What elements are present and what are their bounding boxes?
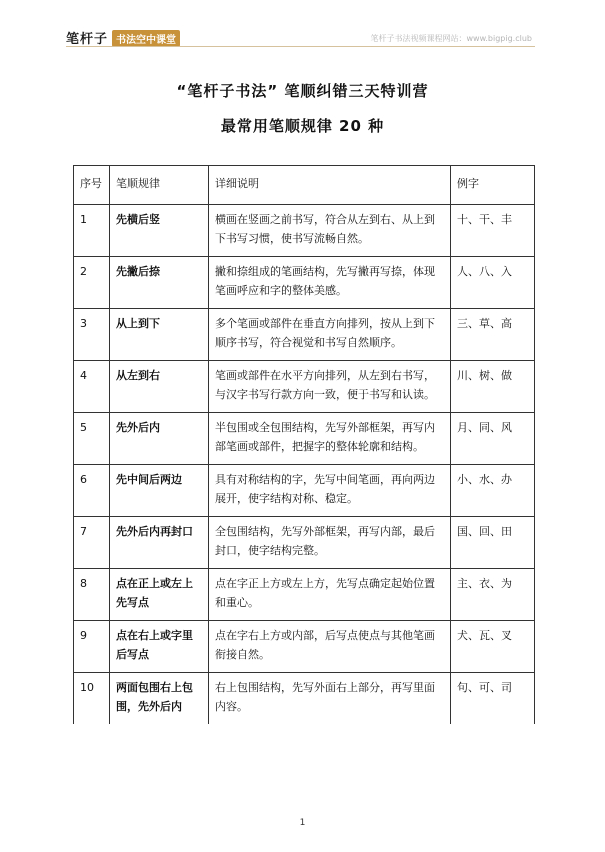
- row-number: 7: [74, 517, 110, 569]
- rule-examples: 十、干、丰: [451, 205, 535, 257]
- page-number: 1: [299, 818, 306, 828]
- rule-name: 先横后竖: [110, 205, 209, 257]
- table-row: [74, 361, 535, 413]
- rule-examples: 国、回、田: [451, 517, 535, 569]
- rule-description: 横画在竖画之前书写，符合从左到右、从上到下书写习惯，使书写流畅自然。: [209, 205, 451, 257]
- rule-examples: 月、同、风: [451, 413, 535, 465]
- table-row: [74, 465, 535, 517]
- row-number: 2: [74, 257, 110, 309]
- table-row: [74, 309, 535, 361]
- rule-description: 点在字正上方或左上方，先写点确定起始位置和重心。: [209, 569, 451, 621]
- column-header-rule: 笔顺规律: [110, 166, 209, 205]
- column-header-description: 详细说明: [209, 166, 451, 205]
- rule-examples: 小、水、办: [451, 465, 535, 517]
- site-text: 笔杆子书法视频课程网站：www.bigpig.club: [370, 34, 532, 43]
- table-row: [74, 413, 535, 465]
- document-title: “笔杆子书法” 笔顺纠错三天特训营: [176, 82, 429, 100]
- rule-name: 点在右上或字里后写点: [110, 621, 209, 673]
- column-header-number: 序号: [74, 166, 110, 205]
- rule-examples: 三、草、高: [451, 309, 535, 361]
- table-row: [74, 569, 535, 621]
- rule-description: 半包围或全包围结构，先写外部框架，再写内部笔画或部件，把握字的整体轮廓和结构。: [209, 413, 451, 465]
- column-header-examples: 例字: [451, 166, 535, 205]
- logo-text: 笔杆子: [66, 32, 109, 47]
- brand-logo: [66, 28, 180, 47]
- table-row: [74, 257, 535, 309]
- row-number: 10: [74, 673, 110, 725]
- table-row: [74, 673, 535, 725]
- rule-description: 具有对称结构的字，先写中间笔画，再向两边展开，使字结构对称、稳定。: [209, 465, 451, 517]
- table-row: [74, 205, 535, 257]
- rule-description: 撇和捺组成的笔画结构，先写撇再写捺，体现笔画呼应和字的整体美感。: [209, 257, 451, 309]
- rule-examples: 主、衣、为: [451, 569, 535, 621]
- page-header: [0, 0, 605, 60]
- row-number: 3: [74, 309, 110, 361]
- document-subtitle: 最常用笔顺规律 20 种: [220, 117, 385, 135]
- stroke-rules-table: [73, 165, 535, 724]
- row-number: 4: [74, 361, 110, 413]
- rule-examples: 川、树、做: [451, 361, 535, 413]
- rule-name: 两面包围右上包围，先外后内: [110, 673, 209, 725]
- rule-name: 先外后内再封口: [110, 517, 209, 569]
- rule-name: 先外后内: [110, 413, 209, 465]
- rule-name: 从左到右: [110, 361, 209, 413]
- table-row: [74, 517, 535, 569]
- rule-name: 从上到下: [110, 309, 209, 361]
- rule-description: 多个笔画或部件在垂直方向排列，按从上到下顺序书写，符合视觉和书写自然顺序。: [209, 309, 451, 361]
- rule-description: 笔画或部件在水平方向排列，从左到右书写，与汉字书写行款方向一致，便于书写和认读。: [209, 361, 451, 413]
- logo-tag: 书法空中课堂: [112, 30, 180, 47]
- row-number: 6: [74, 465, 110, 517]
- rule-name: 先中间后两边: [110, 465, 209, 517]
- rule-name: 点在正上或左上先写点: [110, 569, 209, 621]
- row-number: 9: [74, 621, 110, 673]
- rule-description: 右上包围结构，先写外面右上部分，再写里面内容。: [209, 673, 451, 725]
- row-number: 8: [74, 569, 110, 621]
- rule-description: 点在字右上方或内部，后写点使点与其他笔画衔接自然。: [209, 621, 451, 673]
- rule-description: 全包围结构，先写外部框架，再写内部，最后封口，使字结构完整。: [209, 517, 451, 569]
- row-number: 1: [74, 205, 110, 257]
- rule-examples: 人、八、入: [451, 257, 535, 309]
- header-divider: [66, 46, 535, 47]
- rule-examples: 犬、瓦、叉: [451, 621, 535, 673]
- table-header-row: [74, 166, 535, 205]
- rule-examples: 句、可、司: [451, 673, 535, 725]
- row-number: 5: [74, 413, 110, 465]
- rule-name: 先撇后捺: [110, 257, 209, 309]
- table-row: [74, 621, 535, 673]
